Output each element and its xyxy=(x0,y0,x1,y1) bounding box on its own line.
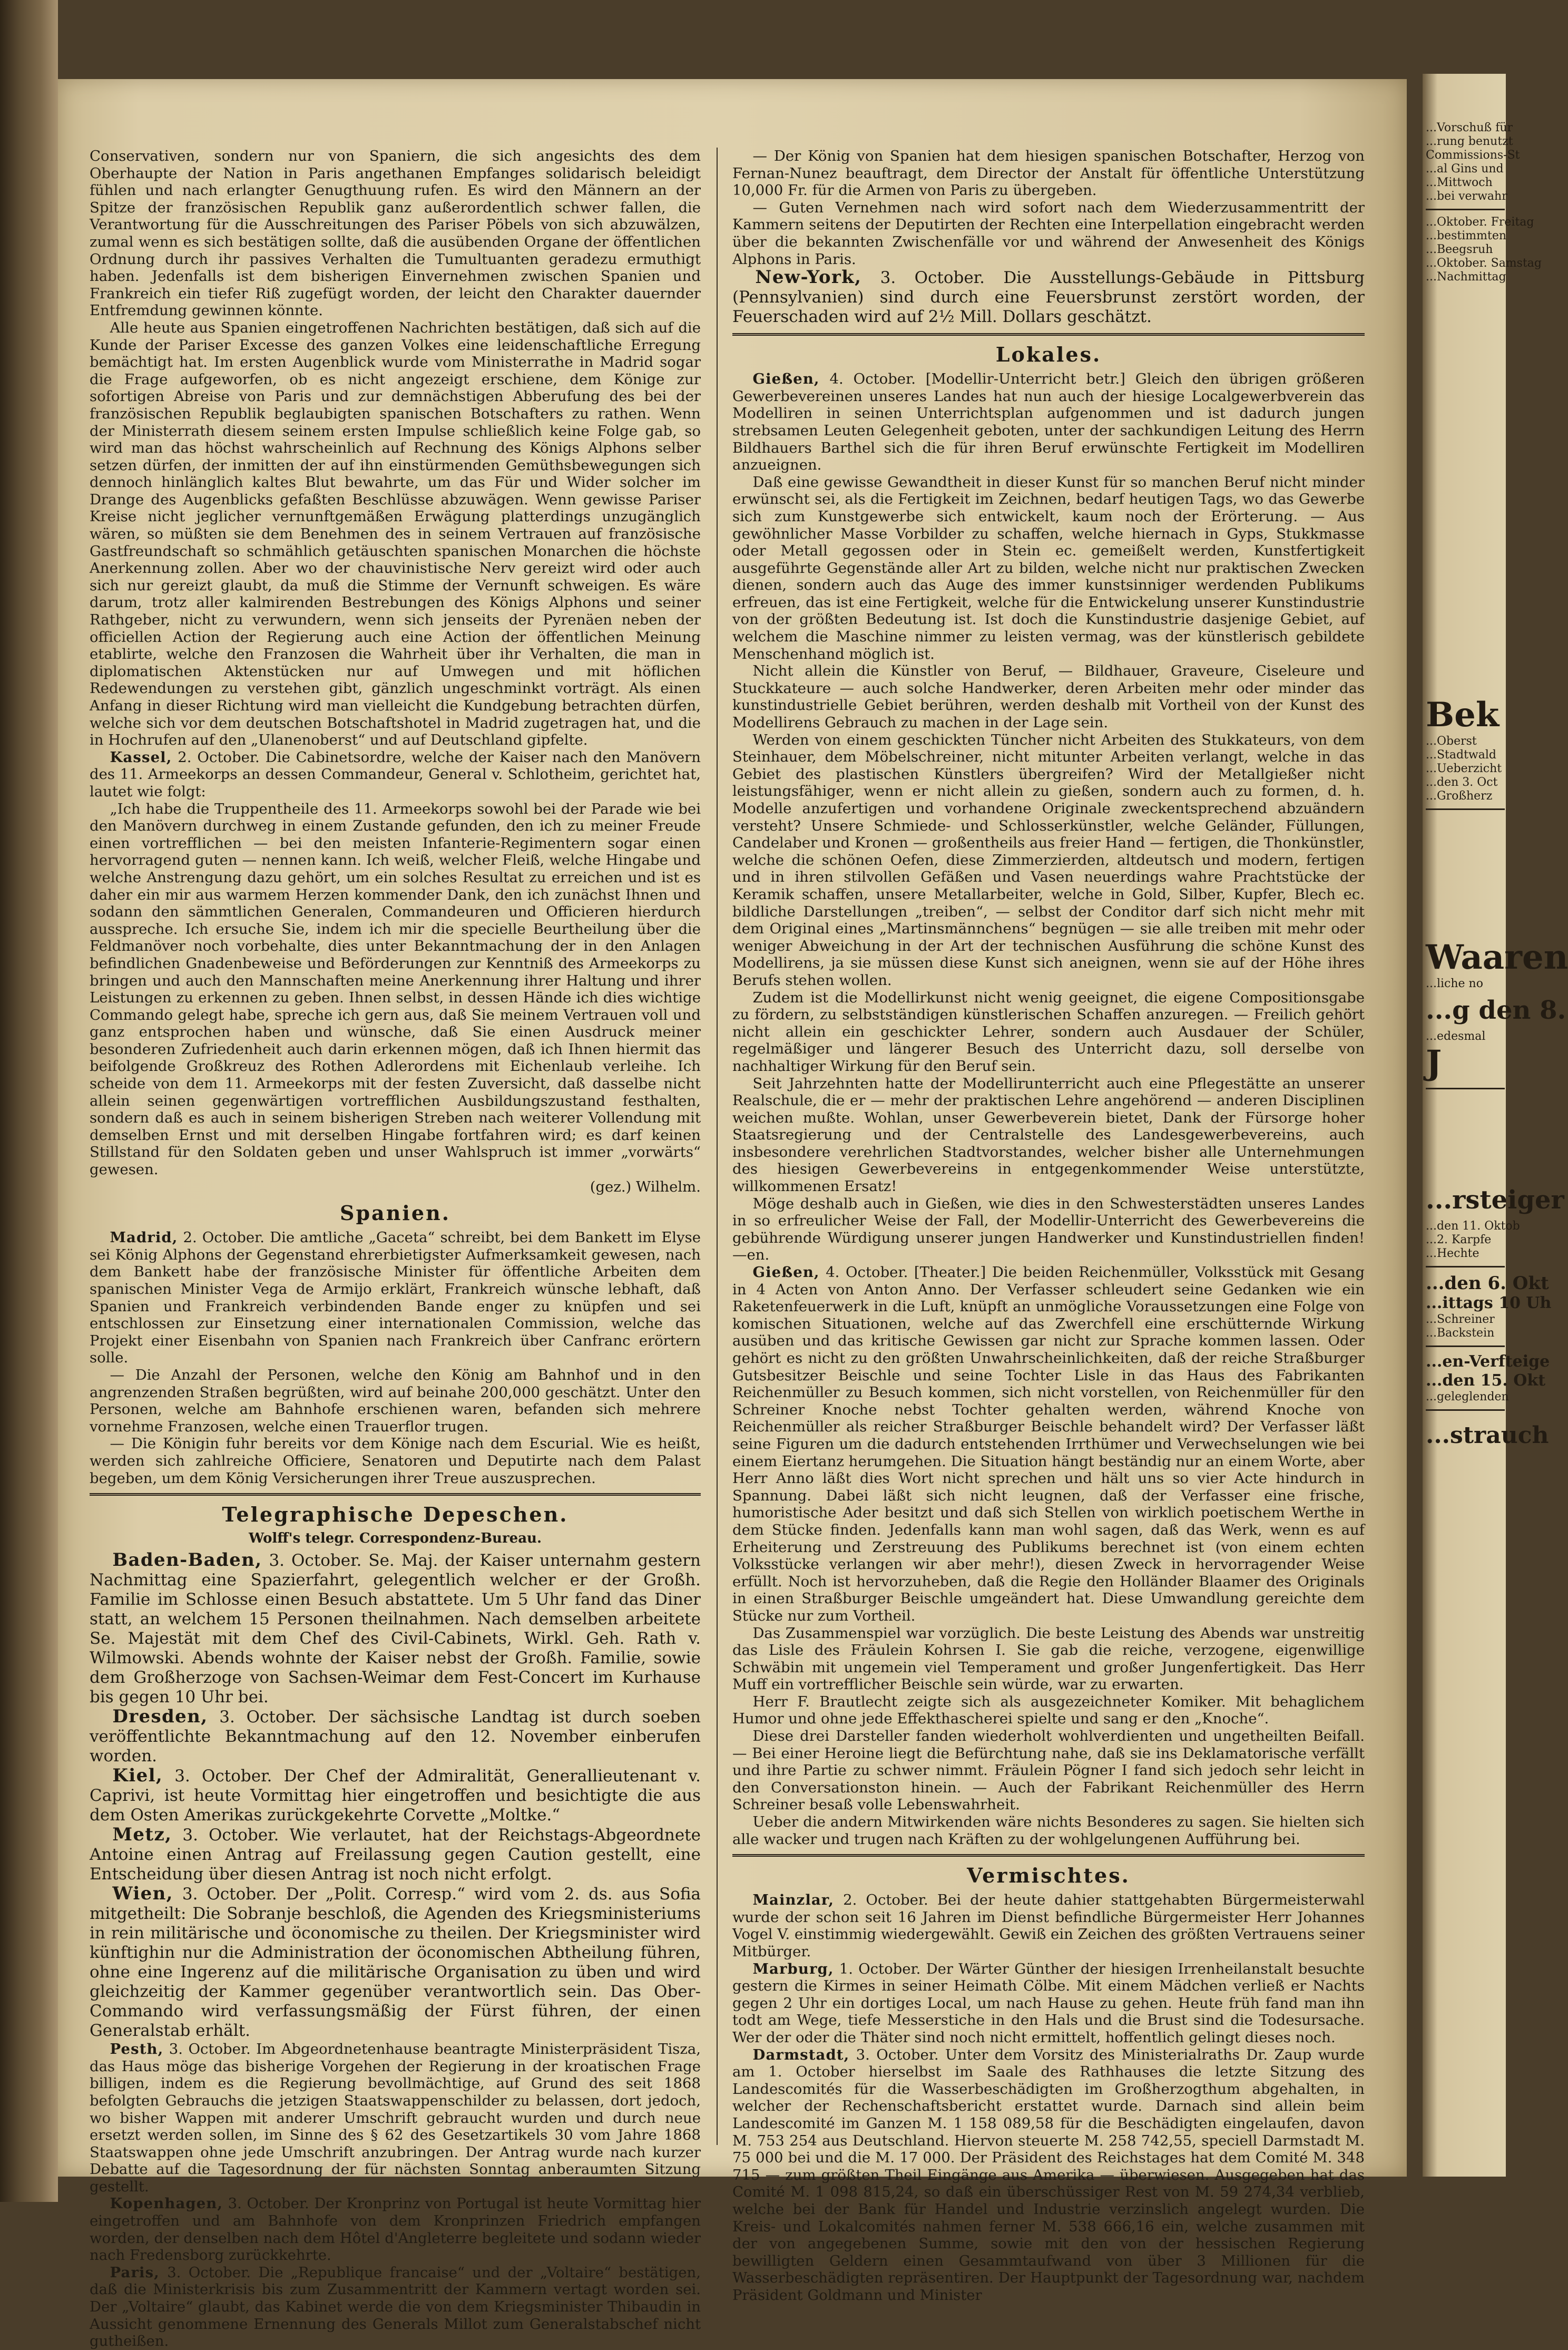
news-item: — Die Anzahl der Personen, welche den König am Bahnhof und in den angrenzenden Straßen begrüßten, wird auf beinahe 200,000 geschätzt. Unter den Personen, welche am Bahnhofe erschienen waren, befanden sich mehrere vornehme Franzosen, welche einen Trauerflor trugen. xyxy=(90,1366,701,1435)
adjacent-text xyxy=(1426,121,1542,284)
dateline-date: 3. October. xyxy=(182,1885,277,1904)
news-item-newyork xyxy=(732,268,1365,327)
fragment-line: ...Oberst xyxy=(1426,735,1477,748)
dateline-date: 3. October. xyxy=(856,2046,939,2063)
telegram-item xyxy=(90,2264,701,2350)
dateline-date: 3. October. xyxy=(228,2195,309,2212)
dateline-date: 3. October. xyxy=(269,1551,362,1571)
misc-text: Bei der heute dahier stattgehabten Bürgermeisterwahl wurde der schon seit 16 Jahren im Dienst befindliche Bürgermeister Herr Johannes Vogel V. einstimmig wiedergewählt. Gewiß ein Zeichen des größten Vertrauens seiner Mitbürger. xyxy=(732,1891,1365,1960)
telegram-text: Der sächsische Landtag ist durch soeben veröffentlichte Bekanntmachung auf den 12. November einberufen worden. xyxy=(90,1708,701,1766)
news-item xyxy=(90,1229,701,1367)
fragment-line: ...Mittwoch xyxy=(1426,176,1493,189)
telegram-text: Der „Polit. Corresp.“ wird vom 2. ds. aus Sofia mitgetheilt: Die Sobranje beschloß, die Agenden des Kriegsministeriums in rein militärische und öconomische zu theilen. Der Kriegsminister wird künftighin nur die Administration der öconomischen Abtheilung führen, ohne eine Ingerenz auf die militärische Organisation zu üben und wird gleichzeitig der Kammer gegenüber verantwortlich sein. Das Ober-Commando wird verfassungsmäßig der Fürst führen, der einen Generalstab erhält. xyxy=(90,1885,701,2041)
fragment-line: ...den 6. Okt xyxy=(1426,1273,1549,1294)
telegram-item xyxy=(90,1825,701,1884)
telegram-text: Wie verlautet, hat der Reichstags-Abgeordnete Antoine einen Antrag auf Freilassung gegen Caution gestellt, eine Entscheidung über diesen Antrag ist noch nicht erfolgt. xyxy=(90,1826,701,1884)
fragment-line: ...den 15. Okt xyxy=(1426,1371,1546,1390)
telegram-item xyxy=(90,1551,701,1707)
left-column xyxy=(90,148,701,2350)
local-paragraph: Werden von einem geschickten Tüncher nicht Arbeiten des Stukkateurs, von dem Steinhauer, dem Möbelschreiner, nicht mitunter Arbeiten verlangt, welche in das Gebiet des plastischen Künstlers übergreifen? Wird der Metallgießer nicht leistungsfähiger, wenn er nicht allein zu gießen, sondern auch zu formen, d. h. Modelle anzufertigen und vorhandene Originale zweckentsprechend abzuändern versteht? Unsere Schmiede- und Schlosserkünstler, welche Geländer, Füllungen, Candelaber und Kronen — großentheils aus freier Hand — fertigen, die Thonkünstler, welche die schönen Oefen, diese Zimmerzierden, altdeutsch und modern, fertigen und in ihren stilvollen Gefäßen und Vasen neuerdings wahre Prachtstücke der Keramik schaffen, unsere Metallarbeiter, welche in Gold, Silber, Kupfer, Blech ec. bildliche Darstellungen „treiben“, — selbst der Conditor darf sich nicht mehr mit dem Original eines „Martinsmännchens“ begnügen — sie alle treiben mit mehr oder weniger Abweichung in der Art der technischen Ausführung die schöne Kunst des Modellirens, ja sie müssen diese Kunst sich aneignen, wenn sie auf der Höhe ihres Berufs stehen wollen. xyxy=(732,731,1365,989)
fragment-heading: ...rsteiger xyxy=(1426,1185,1564,1215)
dateline-date: 1. October. xyxy=(839,1960,921,1977)
dateline-place: Metz, xyxy=(112,1824,172,1846)
dateline-place: Marburg, xyxy=(752,1960,834,1977)
dateline-date: 3. October. xyxy=(219,1708,317,1727)
local-paragraph: Ueber die andern Mitwirkenden wäre nichts Besonderes zu sagen. Sie hielten sich alle wacker und trugen nach Kräften zu der wohlgelungenen Aufführung bei. xyxy=(732,1813,1365,1848)
telegram-item xyxy=(90,1707,701,1766)
news-text: Die amtliche „Gaceta“ schreibt, bei dem Bankett im Elyse sei König Alphons der Gegenstand ehrerbietigster Aufmerksamkeit gewesen, nach dem Bankett habe der französische Minister für öffentliche Arbeiten dem spanischen Minister Vega de Armijo erklärt, Frankreich wünsche lebhaft, daß Spanien und Frankreich verbindenden Bande enger zu knüpfen und sei entschlossen zur Einsetzung einer internationalen Commission, welche das Projekt einer Eisenbahn von Spanien nach Frankreich über Canfranc erörtern solle. xyxy=(90,1229,701,1367)
fragment-line: Commissions-St xyxy=(1426,149,1520,162)
fragment-line: ...ittags 10 Uh xyxy=(1426,1294,1552,1312)
dateline-date: 3. October. xyxy=(182,1826,279,1845)
dateline-date: 3. October. xyxy=(174,1767,272,1786)
adjacent-page-fragment xyxy=(1423,74,1568,2177)
fragment-line: ...2. Karpfe xyxy=(1426,1233,1492,1246)
dateline-place: Gießen, xyxy=(752,370,820,388)
telegram-text: Se. Maj. der Kaiser unternahm gestern Nachmittag eine Spazierfahrt, gelegentlich welcher er der Großh. Familie im Schlosse einen Besuch abstattete. Um 5 Uhr fand das Diner statt, an welchem 15 Personen theilnahmen. Nach demselben arbeitete Se. Majestät mit dem Chef des Civil-Cabinets, Wirkl. Geh. Rath v. Wilmowski. Abends wohnte der Kaiser nebst der Großh. Familie, sowie dem Großherzoge von Sachsen-Weimar dem Fest-Concert im Kurhause bis gegen 10 Uhr bei. xyxy=(90,1551,701,1707)
news-text: Die Ausstellungs-Gebäude in Pittsburg (Pennsylvanien) sind durch eine Feuersbrunst zerstört worden, der Feuerschaden wird auf 2½ Mill. Dollars geschätzt. xyxy=(732,268,1365,327)
dateline-place: Paris, xyxy=(110,2264,160,2281)
local-paragraph: Das Zusammenspiel war vorzüglich. Die beste Leistung des Abends war unstreitig das Lisle des Fräulein Kohrsen I. Sie gab die reiche, verzogene, eigenwillige Schwäbin mit ungemein viel Temperament und großer Jungenfertigkeit. Das Herr Muff ein vortrefflicher Beischle sein würde, war zu erwarten. xyxy=(732,1624,1365,1693)
dateline-date: 4. October. xyxy=(826,1264,908,1281)
column-divider xyxy=(717,148,718,2145)
dateline-place: Kiel, xyxy=(112,1765,163,1787)
fragment-line: ...bei verwahr xyxy=(1426,190,1507,203)
fragment-line: ...Großherz xyxy=(1426,789,1493,803)
news-item: — Der König von Spanien hat dem hiesigen spanischen Botschafter, Herzog von Fernan-Nunez beauftragt, dem Director der Anstalt für öffentliche Unterstützung 10,000 Fr. für die Armen von Paris zu übergeben. xyxy=(732,148,1365,199)
telegram-text: Im Abgeordnetenhause beantragte Ministerpräsident Tisza, das Haus möge das bisherige Vorgehen der Regierung in der kroatischen Frage billigen, indem es die Regierung bevollmächtige, auf Grund des seit 1868 befolgten Gebrauchs die jetzigen Staatswappenschilder zu belassen, dort jedoch, wo bisher Wappen mit anderer Umschrift gebraucht wurden und durch neue ersetzt werden sollen, im Sinne des § 62 des Gesetzartikels 30 vom Jahre 1868 Staatswappen ohne jede Umschrift anzubringen. Der Antrag wurde nach kurzer Debatte auf die Tagesordnung der für nächsten Sonntag anberaumten Sitzung gestellt. xyxy=(90,2041,701,2195)
fragment-heading: J xyxy=(1426,1043,1442,1083)
adjacent-ad xyxy=(1426,1181,1564,1455)
local-text: [Modellir-Unterricht betr.] Gleich den übrigen größeren Gewerbevereinen unseres Landes hat nun auch der hiesige Localgewerbverein das Modelliren in seinen Unterrichtsplan aufgenommen und ist dadurch jungen strebsamen Leuten Gelegenheit geboten, unter der sachkundigen Leitung des Herrn Bildhauers Barthel sich die für ihren Beruf erwünschte Fertigkeit im Modelliren anzueignen. xyxy=(732,370,1365,474)
fragment-heading: ...g den 8. xyxy=(1426,996,1566,1025)
telegram-item xyxy=(90,2041,701,2195)
fragment-line: ...rung benutzt xyxy=(1426,135,1513,148)
fragment-line: ...Schreiner xyxy=(1426,1313,1495,1326)
dateline-date: 4. October. xyxy=(829,370,916,388)
section-rule xyxy=(732,333,1365,336)
book-spine-edge xyxy=(0,0,58,2202)
right-column xyxy=(732,148,1365,2304)
local-paragraph: Zudem ist die Modellirkunst nicht wenig geeignet, die eigene Compositionsgabe zu fördern, zu selbstständigen künstlerischen Schaffen anzuregen. — Freilich gehört nicht allein ein geschickter Lehrer, sondern auch Ausdauer der Schüler, regelmäßiger und längerer Besuch des Unterricht dazu, soll derselbe von nachhaltiger Wirkung für den Beruf sein. xyxy=(732,989,1365,1075)
fragment-line: ...Ueberzicht xyxy=(1426,762,1502,775)
ad-rule xyxy=(1426,1409,1505,1411)
dateline-date: 2. October. xyxy=(178,748,260,766)
fragment-line: ...Backstein xyxy=(1426,1327,1495,1340)
fragment-line: ...bestimmten xyxy=(1426,229,1507,242)
fragment-line: ...Oktober. Samstag xyxy=(1426,257,1542,270)
fragment-line: ...Beegsruh xyxy=(1426,243,1493,256)
article-paragraph: Alle heute aus Spanien eingetroffenen Nachrichten bestätigen, daß sich auf die Kunde der Pariser Excesse des ganzen Volkes eine leidenschaftliche Erregung bemächtigt hat. Im ersten Augenblick wurde vom Ministerrathe in Madrid sogar die Frage aufgeworfen, ob es nicht angezeigt erschiene, dem Könige zur sofortigen Abreise von Paris und zur demnächstigen Abberufung des bei der französischen Republik beglaubigten spanischen Botschafters zu rathen. Wenn der Ministerrath diesem seinem ersten Impulse schließlich keine Folge gab, so wird man das höchst wahrscheinlich auf Rechnung des Königs Alphons selber setzen dürfen, der inmitten der auf ihn einstürmenden Gemüthsbewegungen sich dennoch hinlänglich kaltes Blut bewahrte, um das Für und Wider solcher im Drange des Augenblicks gefaßten Beschlüsse abzuwägen. Wenn gewisse Pariser Kreise nicht jeglicher vernunftgemäßen Erwägung platterdings unzugänglich wären, so müßten sie dem Benehmen des in seinem Vertrauen auf französische Gastfreundschaft so schmählich getäuschten spanischen Monarchen die höchste Anerkennung zollen. Aber wo der chauvinistische Nerv gereizt wird oder auch sich nur gereizt glaubt, da muß die Stimme der Vernunft schweigen. Es wäre darum, trotz aller kalmirenden Bestrebungen des Königs Alphons und seiner Rathgeber, nicht zu verwundern, wenn sich jenseits der Pyrenäen neben der officiellen Action der Regierung auch eine Action der öffentlichen Meinung etablirte, welche den Franzosen die Wahrheit über ihr Verhalten, die man in diplomatischen Aktenstücken nur auf Umwegen und mit höflichen Redewendungen zu verstehen gibt, gänzlich ungeschminkt vorträgt. Als einen Anfang in dieser Richtung wird man vielleicht die Kundgebung betrachten dürfen, welche sich vor dem deutschen Botschaftshotel in Madrid zugetragen hat, und die in Hochrufen auf den „Ulanenoberst“ und auf Deutschland gipfelte. xyxy=(90,319,701,749)
dateline-date: 3. October. xyxy=(167,2264,251,2281)
dateline-date: 2. October. xyxy=(183,1229,264,1246)
local-item xyxy=(732,1264,1365,1624)
adjacent-ad xyxy=(1426,696,1505,815)
ad-rule xyxy=(1426,209,1505,210)
section-title-vermischtes: Vermischtes. xyxy=(967,1864,1130,1888)
news-item: — Guten Vernehmen nach wird sofort nach dem Wiederzusammentritt der Kammern seitens der Deputirten der Rechten eine Interpellation eingebracht werden über die bekannten Zwischenfälle vor und während der Anwesenheit des Königs Alphons in Paris. xyxy=(732,199,1365,268)
article-paragraph: Conservativen, sondern nur von Spaniern, die sich angesichts des dem Oberhaupte der Nation in Paris angethanen Empfanges solidarisch beleidigt fühlen und nach erlangter Genugthuung rufen. Es wird den Männern an der Spitze der französischen Republik ganz außerordentlich schwer fallen, die Verantwortung für die Ausschreitungen des Pariser Pöbels von sich abzuwälzen, zumal wenn es sich bestätigen sollte, daß die ausübenden Organe der öffentlichen Ordnung durch ihr passives Verhalten die Tumultuanten geradezu ermuthigt haben. Jedenfalls ist dem bisherigen Einvernehmen zwischen Spanien und Frankreich ein tiefer Riß zugefügt worden, der leicht den Charakter dauernder Entfremdung gewinnen könnte. xyxy=(90,148,701,319)
fragment-line: ...Hechte xyxy=(1426,1247,1479,1260)
section-title-lokales: Lokales. xyxy=(995,343,1102,367)
local-paragraph: Nicht allein die Künstler von Beruf, — Bildhauer, Graveure, Ciseleure und Stuckkateure — auch solche Handwerker, deren Arbeiten mehr oder minder das kunstindustrielle Gebiet berühren, werden deshalb mit Vortheil von der Kunst des Modellirens Gebrauch zu machen in der Lage sein. xyxy=(732,662,1365,732)
fragment-line: ...Vorschuß für xyxy=(1426,121,1513,134)
fragment-line: ...Nachmittag xyxy=(1426,270,1506,284)
ad-rule xyxy=(1426,1345,1505,1347)
misc-text: Unter dem Vorsitz des Ministerialraths Dr. Zaup wurde am 1. October hierselbst im Saale des Rathhauses die letzte Sitzung des Landescomités für die Wasserbeschädigten im Großherzogthum abgehalten, in welcher der Rechenschaftsbericht erstattet wurde. Darnach sind allein beim Landescomité im Ganzen M. 1 158 089,58 für die Beschädigten eingelaufen, davon M. 753 254 aus Deutschland. Hiervon steuerte M. 258 742,55, speciell Darmstadt M. 75 000 bei und die M. 17 000. Der Präsident des Reichstages hat dem Comité M. 348 715 — zum größten Theil Eingänge aus Amerika — überwiesen. Ausgegeben hat das Comité M. 1 098 815,24, so daß ein überschüssiger Rest von M. 59 274,34 verblieb, welche bei der Bank für Handel und Industrie verzinslich angelegt wurden. Die Kreis- und Lokalcomités nahmen ferner M. 538 666,16 ein, welche zusammen mit der von angegebenen Summe, sowie mit den von der hessischen Regierung bewilligten Geldern einen Gesammtaufwand von über 3 Millionen für die Wasserbeschädigten repräsentiren. Der Hauptpunkt der Tagesordnung war, nachdem Präsident Goldmann und Minister xyxy=(732,2046,1365,2304)
fragment-line: ...al Gins und xyxy=(1426,162,1504,175)
dateline-place: Kassel, xyxy=(110,748,172,766)
dateline-place: New-York, xyxy=(755,267,862,288)
fragment-line: ...den 3. Oct xyxy=(1426,776,1498,789)
news-text: Die Cabinetsordre, welche der Kaiser nach den Manövern des 11. Armeekorps an dessen Commandeur, General v. Schlotheim, gerichtet hat, lautet wie folgt: xyxy=(90,748,701,800)
fragment-heading: ...strauch xyxy=(1426,1422,1549,1449)
misc-text: Der Wärter Günther der hiesigen Irrenheilanstalt besuchte gestern die Kirmes in seiner Heimath Cölbe. Mit einem Mädchen verließ er Nachts gegen 2 Uhr ein dortiges Local, um nach Hause zu gehen. Heute früh fand man ihn todt am Wege, tiefe Messerstiche in den Hals und die Brust sind die Todesursache. Wer der oder die Thäter sind noch nicht ermittelt, hoffentlich gelingt dieses noch. xyxy=(732,1960,1365,2046)
section-title-spanien: Spanien. xyxy=(339,1201,451,1225)
telegram-item xyxy=(90,1766,701,1825)
ad-rule xyxy=(1426,808,1505,810)
dateline-place: Baden-Baden, xyxy=(112,1549,262,1571)
fragment-line: ...Stadtwald xyxy=(1426,748,1496,762)
fragment-line: ...liche no xyxy=(1426,977,1483,990)
fragment-line: ...en-Verfteige xyxy=(1426,1352,1550,1371)
ad-rule xyxy=(1426,1266,1505,1267)
telegram-text: Die „Republique francaise“ und der „Voltaire“ bestätigen, daß die Ministerkrisis bis zum Zusammentritt der Kammern vertagt worden sei. Der „Voltaire“ glaubt, das Kabinet werde die von dem Kriegsminister Thibaudin in Aussicht genommene Ernennung des Generals Millot zum Generalstabschef nicht gutheißen. xyxy=(90,2264,701,2350)
dateline-place: Wien, xyxy=(112,1883,173,1905)
dateline-place: Pesth, xyxy=(110,2041,164,2058)
dateline-place: Mainzlar, xyxy=(752,1891,835,1909)
dateline-date: 3. October. xyxy=(880,268,985,288)
section-rule xyxy=(732,1854,1365,1857)
signature: (gez.) Wilhelm. xyxy=(590,1178,701,1195)
fragment-heading: Bek xyxy=(1426,695,1500,735)
fragment-line: ...geleglenden xyxy=(1426,1390,1509,1403)
dateline-place: Dresden, xyxy=(112,1706,208,1728)
fragment-line: ...edesmal xyxy=(1426,1030,1486,1043)
local-text: [Theater.] Die beiden Reichenmüller, Volksstück mit Gesang in 4 Acten von Anton Anno. Der Verfasser schleudert seine Gedanken wie ein Raketenfeuerwerk in die Luft, knüpft an unmögliche Voraussetzungen eine Folge von komischen Situationen, welche auf das Zwerchfell eine erschütternde Wirkung ausüben und das kritische Gewissen gar nicht zur Sprache kommen lassen. Oder gehört es nicht zu den größten Unwahrscheinlichkeiten, daß der reiche Straßburger Gutsbesitzer Beischle und seine Tochter Lisle in das Haus des Fabrikanten Reichenmüller zu Besuch kommen, sich nicht vorstellen, von Reichenmüller für den Schreiner Knoche nebst Tochter gehalten werden, während Knoche von Reichenmüller als reicher Straßburger Beischle behandelt wird? Der Verfasser läßt seine Figuren um die dadurch entstehenden Irrthümer und Verwechselungen wie bei einem Eiertanz herumgehen. Die Situation hängt beständig nur an einem Worte, aber Herr Anno läßt dies Wort nicht sprechen und hält uns so vier Acte hindurch in Spannung. Dabei läßt sich nicht leugnen, daß der Verfasser eine frische, humoristische Ader besitzt und daß sich Stellen von wirklich poetischem Werthe in dem Stücke finden. Jedenfalls kann man wohl sagen, daß das Werk, wenn es auf Erheiterung und Zerstreuung des Publikums berechnet ist (von einem echten Volksstücke verlangen wir aber mehr!), diesen Zweck in hervorragender Weise erfüllt. Noch ist hervorzuheben, daß die Regie den Holländer Blaamer des Originals in einen Straßburger Beischle umgeändert hat. Diese Umwandlung gereichte dem Stücke nur zum Vortheil. xyxy=(732,1264,1365,1624)
local-paragraph: Diese drei Darsteller fanden wiederholt wohlverdienten und ungetheilten Beifall. — Bei einer Heroine liegt die Befürchtung nahe, daß sie ins Deklamatorische verfällt und ihre Partie zu schwer nimmt. Fräulein Pögner I fand sich jedoch sehr leicht in den Conversationston hinein. — Auch der Fabrikant Reichenmüller des Herrn Schreiner besaß volle Lebenswahrheit. xyxy=(732,1728,1365,1813)
misc-item xyxy=(732,1961,1365,2046)
dateline-place: Madrid, xyxy=(110,1229,178,1246)
telegram-text: Der Kronprinz von Portugal ist heute Vormittag hier eingetroffen und am Bahnhofe von dem Kronprinzen Friedrich empfangen worden, der denselben nach dem Hôtel d'Angleterre begleitete und sodann wieder nach Fredensborg zurückkehrte. xyxy=(90,2195,701,2264)
dateline-place: Darmstadt, xyxy=(752,2046,850,2063)
section-subtitle-telegrams: Wolff's telegr. Correspondenz-Bureau. xyxy=(249,1530,542,1547)
local-paragraph: Daß eine gewisse Gewandtheit in dieser Kunst für so manchen Beruf nicht minder erwünscht sei, als die Fertigkeit im Zeichnen, bedarf heutigen Tags, wo das Gewerbe sich zum Kunstgewerbe sich entwickelt, kaum noch der Erörterung. — Aus gewöhnlicher Masse Vorbilder zu schaffen, welche hiernach in Gyps, Stukkmasse oder Metall gegossen oder in Stein ec. gemeißelt werden, Kunstfertigkeit ausgeführte Gegenstände aller Art zu bilden, welche nicht nur praktischen Zwecken dienen, sondern auch das Auge des immer kunstsinniger werdenden Publikums erfreuen, das ist eine Fertigkeit, welche für die Entwickelung unserer Kunstindustrie von der größten Bedeutung ist. Ist doch die Kunstindustrie dasjenige Gebiet, auf welchem die Maschine nimmer zu leisten vermag, was der künstlerisch gebildete Menschenhand möglich ist. xyxy=(732,473,1365,662)
misc-item xyxy=(732,2046,1365,2304)
local-paragraph: Seit Jahrzehnten hatte der Modellirunterricht auch eine Pflegestätte an unserer Realschule, die er — mehr der praktischen Lehre angehörend — anderen Disciplinen weichen mußte. Wohlan, unser Gewerbeverein bietet, Dank der Fürsorge hoher Staatsregierung und der Centralstelle des Landesgewerbevereins, auch insbesondere verehrlichen Stadtvorstandes, welcher bisher alle Unternehmungen des hiesigen Gewerbevereins in entgegenkommender Weise unterstützte, willkommenen Ersatz! xyxy=(732,1075,1365,1195)
telegram-item xyxy=(90,2195,701,2264)
telegram-list-small xyxy=(90,2041,701,2350)
fragment-line: ...den 11. Oktob xyxy=(1426,1220,1520,1233)
dateline-place: Kopenhagen, xyxy=(110,2195,223,2212)
misc-item xyxy=(732,1891,1365,1960)
local-paragraph: Herr F. Brautlecht zeigte sich als ausgezeichneter Komiker. Mit behaglichem Humor und ohne jede Effekthascherei spielte und sang er den „Knoche“. xyxy=(732,1693,1365,1728)
fragment-line: ...Oktober. Freitag xyxy=(1426,216,1534,229)
dateline-place: Gießen, xyxy=(752,1264,820,1281)
local-item xyxy=(732,370,1365,474)
adjacent-ad xyxy=(1426,938,1568,1095)
local-paragraph: Möge deshalb auch in Gießen, wie dies in den Schwesterstädten unseres Landes in so erfreulicher Weise der Fall, der Modellir-Unterricht des Gewerbevereins die gebührende Würdigung unserer jungen Handwerker und Kunstindustriellen finden! —en. xyxy=(732,1195,1365,1264)
telegram-text: Der Chef der Admiralität, Generallieutenant v. Caprivi, ist heute Vormittag hier eingetroffen und besichtigte die aus dem Osten Amerikas zurückgekehrte Corvette „Moltke.“ xyxy=(90,1767,701,1825)
telegram-list xyxy=(90,1551,701,2041)
news-item-kassel xyxy=(90,749,701,801)
section-rule xyxy=(90,1493,701,1496)
telegram-item xyxy=(90,1884,701,2041)
ad-rule xyxy=(1426,1088,1505,1089)
section-title-telegrams: Telegraphische Depeschen. xyxy=(222,1503,569,1527)
dateline-date: 3. October. xyxy=(169,2041,251,2058)
fragment-heading: Waaren xyxy=(1426,938,1568,977)
dateline-date: 2. October. xyxy=(843,1891,928,1909)
news-item: — Die Königin fuhr bereits vor dem Könige nach dem Escurial. Wie es heißt, werden sich zahlreiche Officiere, Senatoren und Deputirte nach dem Palast begeben, um dem König Versicherungen ihrer Treue auszusprechen. xyxy=(90,1435,701,1487)
cabinet-order-quote: „Ich habe die Truppentheile des 11. Armeekorps sowohl bei der Parade wie bei den Manövern durchweg in einem Zustande gefunden, den ich zu meiner Freude einen vortrefflichen — bei den meisten Infanterie-Regimentern sogar einen hervorragend guten — nennen kann. Ich weiß, welcher Fleiß, welche Hingabe und welche Anstrengung dazu gehört, um ein solches Resultat zu erreichen und ist es daher ein mir aus warmem Herzen kommender Dank, den ich zunächst Ihnen und sodann den sämmtlichen Generalen, Commandeuren und Officieren hierdurch ausspreche. Ich ersuche Sie, indem ich mir die specielle Beurtheilung über die Feldmanöver noch vorbehalte, dies unter Bekanntmachung der in den Anlagen befindlichen Gnadenbeweise und Beförderungen zur Kenntniß des Armeekorps zu bringen und auch den Mannschaften meine Anerkennung ihrer Haltung und ihrer Leistungen zu erkennen zu geben. Ihnen selbst, in dessen Hände ich dies wichtige Commando gelegt habe, spreche ich gern aus, daß Sie meinem Vertrauen voll und ganz entsprochen haben und wünsche, daß Sie einen Ausdruck meiner besonderen Zufriedenheit auch darin erkennen mögen, daß ich Ihnen hiermit das beifolgende Großkreuz des Rothen Adlerordens mit Eichenlaub verleihe. Ich scheide von dem 11. Armeekorps mit der festen Zuversicht, daß dasselbe nicht allein seinen gegenwärtigen vortrefflichen Ausbildungszustand festhalten, sondern daß es auch in seinem bisherigen Streben nach weiterer Vollendung mit demselben Ernst und mit derselben Hingabe fortfahren wird; es darf keinen Stillstand für den Soldaten geben und unser Wahlspruch ist immer „vorwärts“ gewesen. xyxy=(90,800,701,1178)
